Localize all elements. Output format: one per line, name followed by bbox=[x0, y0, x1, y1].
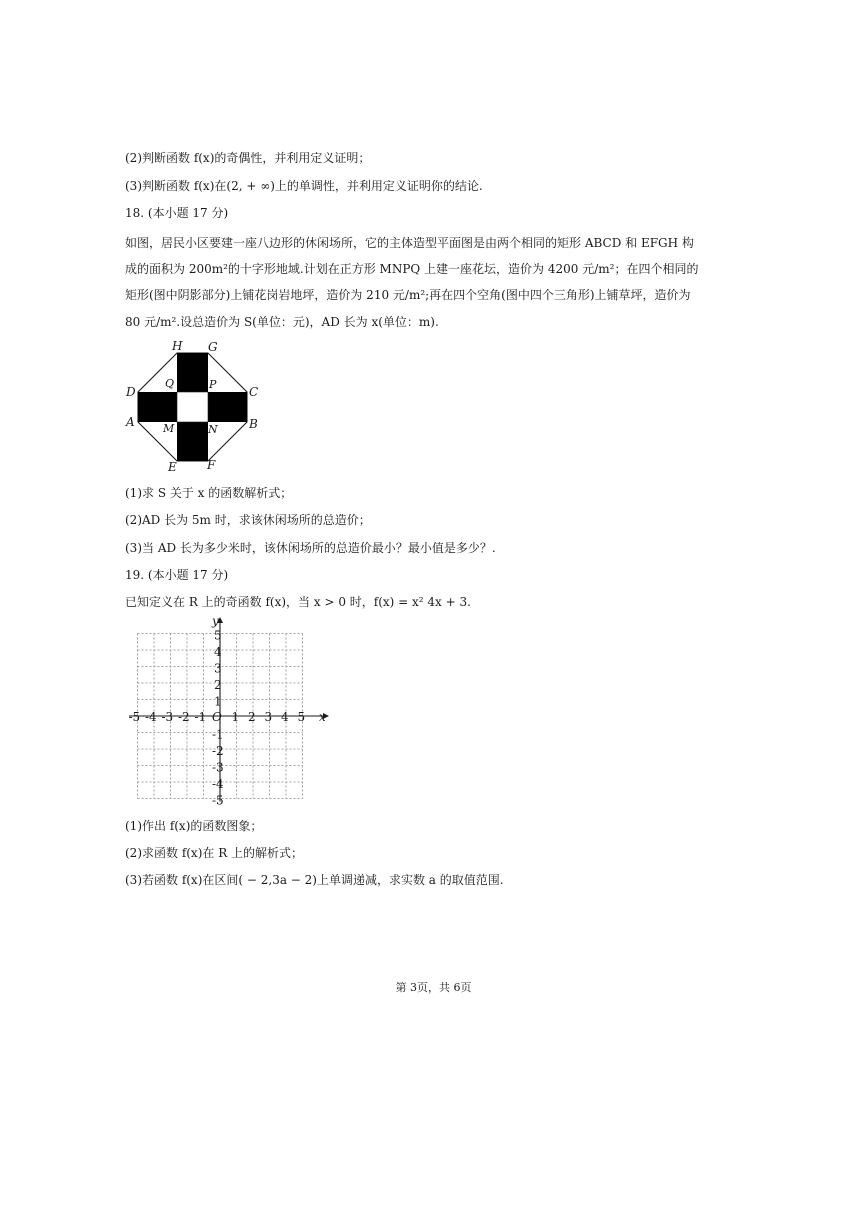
q18-part1: (1)求 S 关于 x 的函数解析式； bbox=[125, 486, 293, 500]
q17-part2: (2)判断函数 f(x)的奇偶性，并利用定义证明； bbox=[125, 151, 371, 165]
shaded-rect-top bbox=[177, 353, 208, 392]
label-q: Q bbox=[165, 377, 175, 390]
x-tick-label: -3 bbox=[161, 710, 174, 724]
square-mnpq bbox=[177, 392, 208, 422]
q19-header: 19. (本小题 17 分) bbox=[125, 568, 229, 582]
x-tick-label: -1 bbox=[194, 710, 207, 724]
octagon-figure bbox=[118, 338, 268, 478]
y-tick-label: -1 bbox=[212, 727, 224, 742]
q18-text-line2: 成的面积为 200m²的十字形地域.计划在正方形 MNPQ 上建一座花坛，造价为 4200 元/m²；在四个相同的 bbox=[125, 262, 699, 276]
shaded-rect-right bbox=[208, 392, 247, 422]
x-axis-label: x bbox=[319, 710, 326, 724]
label-a: A bbox=[126, 415, 135, 429]
label-d: D bbox=[126, 385, 136, 399]
shaded-rect-bottom bbox=[177, 422, 208, 461]
q18-part3: (3)当 AD 长为多少米时，该休闲场所的总造价最小？最小值是多少？. bbox=[125, 541, 496, 555]
y-tick-label: -2 bbox=[212, 744, 224, 758]
y-tick-label: -5 bbox=[212, 793, 224, 808]
shaded-rect-left bbox=[138, 392, 177, 422]
label-f: F bbox=[207, 458, 216, 472]
q18-text-line4: 80 元/m².设总造价为 S(单位：元)，AD 长为 x(单位：m). bbox=[125, 315, 439, 329]
x-tick-label: -5 bbox=[128, 710, 141, 724]
q18-text-line1: 如图，居民小区要建一座八边形的休闲场所，它的主体造型平面图是由两个相同的矩形 ABCD 和 EFGH 构 bbox=[125, 236, 694, 250]
y-tick-label: 5 bbox=[214, 628, 222, 643]
y-tick-label: 1 bbox=[214, 694, 222, 709]
q18-header: 18. (本小题 17 分) bbox=[125, 206, 229, 220]
origin-label: O bbox=[212, 710, 222, 724]
x-tick-label: -4 bbox=[145, 710, 157, 724]
x-tick-label: 5 bbox=[297, 710, 306, 724]
x-tick-label: 2 bbox=[248, 710, 256, 724]
y-axis-label: y bbox=[212, 615, 219, 628]
q19-part2: (2)求函数 f(x)在 R 上的解析式； bbox=[125, 846, 304, 860]
q18-part2: (2)AD 长为 5m 时，求该休闲场所的总造价； bbox=[125, 513, 371, 527]
label-c: C bbox=[249, 385, 259, 399]
label-e: E bbox=[168, 460, 177, 474]
label-n: N bbox=[208, 423, 218, 436]
x-tick-label: 1 bbox=[231, 710, 240, 724]
label-b: B bbox=[249, 417, 258, 431]
q19-intro: 已知定义在 R 上的奇函数 f(x)，当 x > 0 时，f(x) = x² 4x + 3. bbox=[125, 595, 471, 609]
label-g: G bbox=[208, 340, 218, 354]
q17-part3: (3)判断函数 f(x)在(2, + ∞)上的单调性，并利用定义证明你的结论. bbox=[125, 179, 483, 193]
label-m: M bbox=[163, 422, 175, 435]
page-footer: 第 3页，共 6页 bbox=[395, 981, 472, 994]
label-h: H bbox=[172, 339, 183, 353]
y-tick-label: 2 bbox=[214, 678, 222, 692]
y-tick-label: 3 bbox=[214, 661, 222, 676]
coordinate-grid bbox=[125, 615, 340, 812]
y-tick-label: 4 bbox=[214, 645, 222, 659]
x-tick-label: -2 bbox=[178, 710, 190, 724]
q19-part1: (1)作出 f(x)的函数图象； bbox=[125, 819, 263, 833]
x-tick-label: 4 bbox=[281, 710, 289, 724]
y-tick-label: -4 bbox=[212, 777, 224, 791]
x-tick-label: 3 bbox=[264, 710, 273, 724]
y-tick-label: -3 bbox=[212, 760, 224, 775]
q19-part3: (3)若函数 f(x)在区间( − 2,3a − 2)上单调递减，求实数 a 的取值范围. bbox=[125, 873, 504, 887]
q18-text-line3: 矩形(图中阴影部分)上铺花岗岩地坪，造价为 210 元/m²;再在四个空角(图中四个三角形)上铺草坪，造价为 bbox=[125, 288, 691, 302]
label-p: P bbox=[209, 378, 217, 391]
